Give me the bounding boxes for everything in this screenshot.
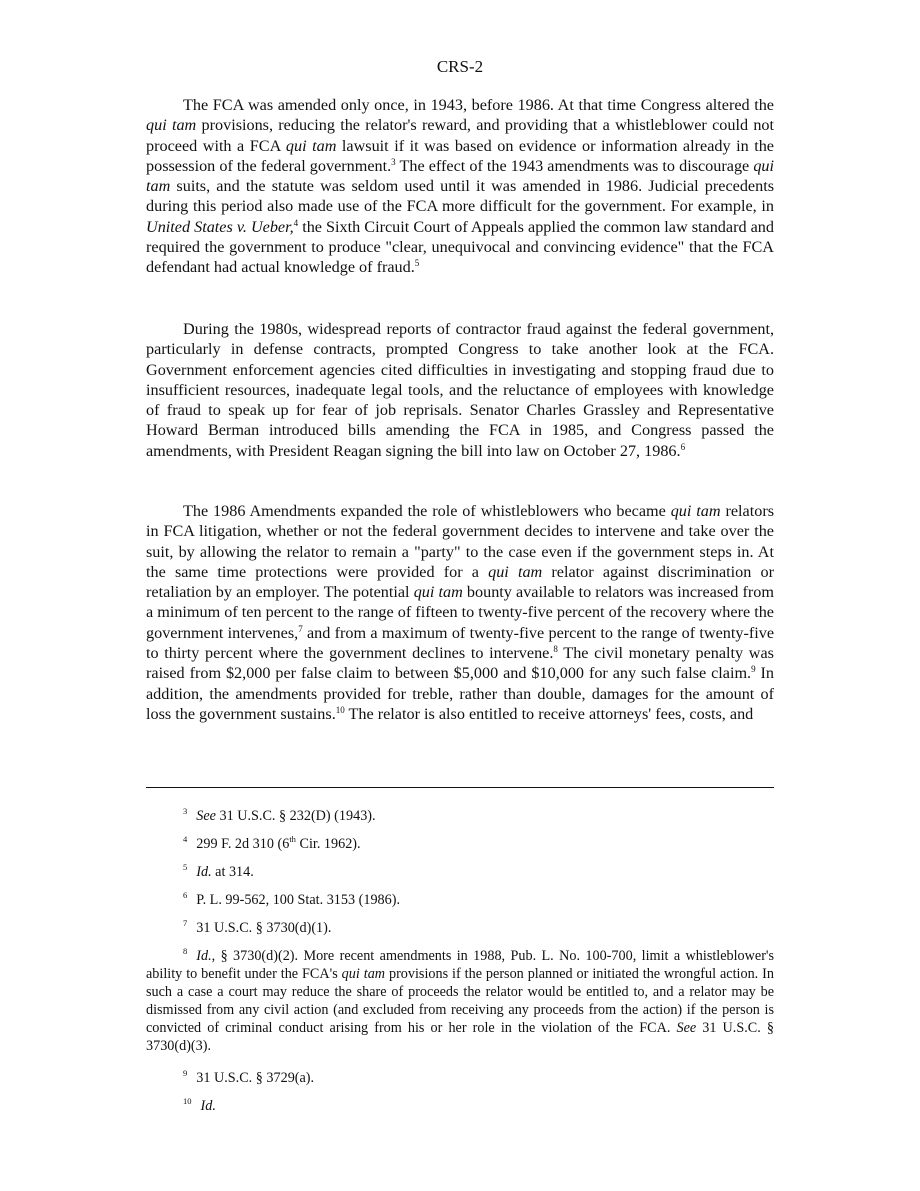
italic-term: qui tam bbox=[285, 136, 337, 155]
italic-signal: See bbox=[676, 1020, 697, 1036]
italic-term: qui tam bbox=[413, 583, 463, 602]
footnote-ref-5[interactable]: 5 bbox=[414, 258, 420, 269]
italic-signal: See bbox=[196, 808, 216, 824]
text-run: The 1986 Amendments expanded the role of whistleblowers who became bbox=[183, 502, 671, 520]
italic-signal: Id. bbox=[196, 948, 212, 964]
text-run: During the 1980s, widespread reports of contractor fraud against the federal government, particularly in defense contracts, prompted Congress to take another look at the FCA. Government enforcement agencies cited difficulties in investigating and stopping fraud due to insufficient resources, inadequate legal tools, and the reluctance of employees with knowledge of fraud to speak up for fear of job reprisals. Senator Charles Grassley and Representative Howard Berman introduced bills amending the FCA in 1985, and Congress passed the amendments, with President Reagan signing the bill into law on October 27, 1986. bbox=[146, 320, 774, 460]
text-run: provisions, reducing the relator's reward, and providing that a whistleblower could not proceed with a FCA bbox=[146, 116, 775, 155]
text-run: bounty available to relators was increased from a minimum of ten percent to the range of fifteen to twenty-five percent of the recovery where the government intervenes, bbox=[146, 583, 774, 642]
footnote-text: at 314. bbox=[211, 864, 254, 880]
footnote-number: 4 bbox=[183, 834, 188, 844]
footnote-number: 10 bbox=[183, 1096, 192, 1106]
text-run: In addition, the amendments provided for treble, rather than double, damages for the amount of loss the government sustains. bbox=[146, 664, 775, 723]
italic-term: qui tam bbox=[146, 116, 197, 135]
text-run: lawsuit if it was based on evidence or information already in the possession of the federal government. bbox=[146, 136, 774, 175]
footnote-text: provisions if the person planned or initiated the wrongful action. In such a case a court may reduce the share of proceeds the relator would be entitled to, and a relator may be dismissed from any civil action (and excluded from receiving any proceeds from the action) if the person is convicted of criminal conduct arising from his or her role in the violation of the FCA. bbox=[146, 966, 774, 1036]
footnote-ref-4[interactable]: 4 bbox=[293, 217, 299, 228]
text-run: suits, and the statute was seldom used until it was amended in 1986. Judicial precedents during this period also made use of the FCA more difficult for the government. For example, in bbox=[146, 177, 774, 216]
italic-signal: Id. bbox=[196, 864, 212, 880]
text-run: relators in FCA litigation, whether or not the federal government decides to intervene and take over the suit, by allowing the relator to remain a "party" to the case even if the government steps in. At the same time protections were provided for a bbox=[146, 502, 775, 581]
footnote-4 bbox=[146, 835, 774, 853]
footnote-7 bbox=[146, 919, 774, 937]
footnote-text: 31 U.S.C. § 3730(d)(3). bbox=[146, 1020, 774, 1054]
footnote-5 bbox=[146, 863, 774, 881]
footnote-text: 31 U.S.C. § 3730(d)(1). bbox=[196, 920, 332, 936]
text-run: The civil monetary penalty was raised from $2,000 per false claim to between $5,000 and $10,000 for any such false claim. bbox=[146, 644, 774, 683]
text-run: The effect of the 1943 amendments was to discourage bbox=[395, 156, 754, 175]
footnote-number: 5 bbox=[183, 862, 188, 872]
footnote-text: P. L. 99-562, 100 Stat. 3153 (1986). bbox=[196, 892, 400, 908]
footnote-divider bbox=[146, 787, 774, 788]
footnote-ref-3[interactable]: 3 bbox=[391, 156, 396, 167]
ordinal-suffix: th bbox=[289, 834, 296, 844]
footnote-number: 3 bbox=[183, 806, 188, 816]
italic-term: qui tam bbox=[341, 966, 386, 982]
footnote-8 bbox=[146, 947, 774, 1055]
footnote-number: 6 bbox=[183, 890, 188, 900]
italic-signal: Id. bbox=[200, 1098, 216, 1114]
footnote-ref-6[interactable]: 6 bbox=[680, 441, 686, 452]
footnote-3 bbox=[146, 807, 774, 825]
footnote-text: 31 U.S.C. § 232(D) (1943). bbox=[215, 808, 376, 824]
footnote-ref-10[interactable]: 10 bbox=[335, 704, 345, 715]
italic-term: qui tam bbox=[146, 156, 774, 196]
case-citation: United States v. Ueber, bbox=[146, 217, 294, 236]
text-run: the Sixth Circuit Court of Appeals applied the common law standard and required the government to produce "clear, unequivocal and convincing evidence" that the FCA defendant had actual knowledge of fraud. bbox=[146, 217, 774, 277]
footnote-text: 299 F. 2d 310 (6 bbox=[196, 836, 290, 852]
footnote-6 bbox=[146, 891, 774, 909]
footnote-10 bbox=[146, 1097, 774, 1115]
text-run: and from a maximum of twenty-five percent to the range of twenty-five to thirty percent where the government declines to intervene. bbox=[146, 623, 775, 663]
footnote-number: 9 bbox=[183, 1068, 188, 1078]
text-run: The relator is also entitled to receive attorneys' fees, costs, and bbox=[344, 704, 754, 723]
footnote-ref-8[interactable]: 8 bbox=[553, 644, 558, 655]
footnote-ref-7[interactable]: 7 bbox=[298, 623, 303, 634]
text-run: relator against discrimination or retaliation by an employer. The potential bbox=[146, 562, 774, 602]
footnote-9 bbox=[146, 1069, 774, 1087]
footnote-number: 7 bbox=[183, 918, 188, 928]
italic-term: qui tam bbox=[670, 502, 721, 520]
paragraph-1943-amendment bbox=[146, 95, 774, 278]
paragraph-1986-amendments bbox=[146, 501, 774, 724]
footnote-text: , § 3730(d)(2). More recent amendments in 1988, Pub. L. No. 100-700, limit a whistleblower's ability to benefit under the FCA's bbox=[146, 948, 774, 982]
paragraph-1980s bbox=[146, 319, 774, 461]
footnote-ref-9[interactable]: 9 bbox=[751, 664, 756, 675]
page-header: CRS-2 bbox=[436, 57, 484, 76]
footnote-number: 8 bbox=[183, 946, 188, 956]
text-run: The FCA was amended only once, in 1943, before 1986. At that time Congress altered the bbox=[183, 96, 774, 114]
italic-term: qui tam bbox=[488, 562, 543, 581]
footnote-text: Cir. 1962). bbox=[295, 836, 361, 852]
footnote-text: 31 U.S.C. § 3729(a). bbox=[196, 1070, 315, 1086]
